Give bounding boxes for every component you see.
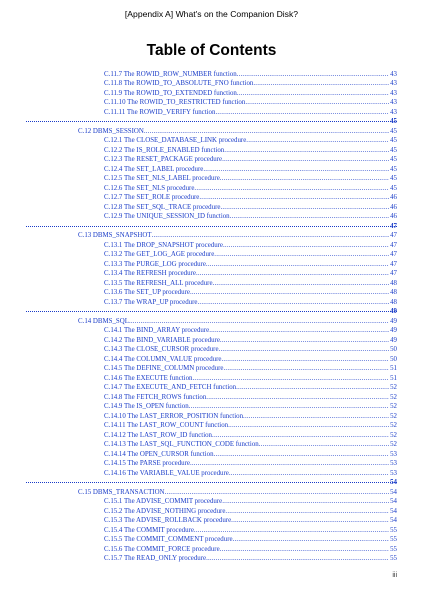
- toc-entry-page-number[interactable]: 43: [390, 99, 397, 106]
- toc-entry-page-number[interactable]: 46: [390, 194, 397, 201]
- toc-entry-page-number[interactable]: 52: [390, 441, 397, 448]
- toc-entry-link[interactable]: [104, 431, 397, 441]
- toc-separator-page-number[interactable]: 49: [390, 308, 397, 315]
- toc-entry-link[interactable]: [104, 526, 397, 536]
- toc-entry-page-number[interactable]: 49: [390, 327, 397, 334]
- toc-entry-link[interactable]: [104, 393, 397, 403]
- toc-entry-page-number[interactable]: 52: [390, 431, 397, 439]
- toc-subsection-entry[interactable]: [0, 374, 423, 384]
- toc-subsection-entry[interactable]: [0, 545, 423, 555]
- toc-entry-link[interactable]: [104, 70, 397, 80]
- toc-entry-title[interactable]: C.13.4 The REFRESH procedure: [104, 270, 196, 277]
- toc-entry-title[interactable]: C.15.1 The ADVISE_COMMIT procedure: [104, 498, 223, 505]
- toc-entry-link[interactable]: [104, 516, 397, 526]
- toc-entry-page-number[interactable]: 54: [390, 488, 397, 496]
- toc-entry-link[interactable]: [104, 203, 397, 213]
- dot-leader: [253, 79, 389, 89]
- toc-entry-page-number[interactable]: 54: [390, 517, 397, 524]
- toc-entry-page-number[interactable]: 47: [390, 241, 397, 249]
- toc-subsection-entry[interactable]: [0, 507, 423, 517]
- toc-subsection-entry[interactable]: [0, 412, 423, 422]
- toc-subsection-entry[interactable]: [0, 393, 423, 403]
- toc-entry-page-number[interactable]: 45: [390, 175, 397, 182]
- toc-entry-page-number[interactable]: 47: [390, 232, 397, 239]
- toc-entry-page-number[interactable]: 49: [390, 317, 397, 325]
- dot-leader: [220, 203, 389, 213]
- toc-subsection-entry[interactable]: [0, 146, 423, 156]
- dot-leader: [225, 507, 389, 517]
- dot-leader: [221, 355, 389, 365]
- toc-entry-link[interactable]: [104, 355, 397, 365]
- dot-leader: [144, 127, 389, 137]
- toc-entry-link[interactable]: [104, 545, 397, 555]
- dotted-rule: [26, 226, 397, 227]
- dot-leader: [229, 469, 389, 479]
- toc-entry-title[interactable]: C.14.15 The PARSE procedure: [104, 460, 190, 467]
- toc-entry-title[interactable]: C.14.8 The FETCH_ROWS function: [104, 393, 207, 401]
- toc-entry-title[interactable]: C.12.1 The CLOSE_DATABASE_LINK procedure: [104, 137, 247, 144]
- toc-subsection-entry[interactable]: [0, 79, 423, 89]
- toc-entry-title[interactable]: C.13.5 The REFRESH_ALL procedure: [104, 279, 213, 287]
- toc-subsection-entry[interactable]: [0, 155, 423, 165]
- toc-entry-title[interactable]: C.14.5 The DEFINE_COLUMN procedure: [104, 365, 224, 372]
- toc-entry-page-number[interactable]: 50: [390, 355, 397, 363]
- toc-section-separator: [0, 117, 423, 127]
- dot-leader: [246, 136, 389, 146]
- dot-leader: [192, 374, 389, 384]
- dot-leader: [222, 497, 389, 507]
- toc-section-separator: [0, 478, 423, 488]
- toc-entry-link[interactable]: [104, 298, 397, 308]
- toc-entry-link[interactable]: [78, 231, 397, 241]
- toc-entry-title[interactable]: C.14.14 The OPEN_CURSOR function: [104, 450, 214, 458]
- dot-leader: [231, 516, 389, 526]
- dot-leader: [228, 421, 389, 431]
- toc-subsection-entry[interactable]: [0, 516, 423, 526]
- dot-leader: [214, 450, 390, 460]
- dot-leader: [245, 98, 389, 108]
- dot-leader: [259, 440, 389, 450]
- toc-subsection-entry[interactable]: [0, 165, 423, 175]
- toc-entry-link[interactable]: [104, 469, 397, 479]
- toc-entry-link[interactable]: [104, 421, 397, 431]
- dot-leader: [220, 336, 389, 346]
- toc-entry-title[interactable]: C.12 DBMS_SESSION: [78, 127, 144, 135]
- toc-entry-page-number[interactable]: 55: [390, 555, 397, 562]
- toc-entry-page-number[interactable]: 52: [390, 384, 397, 391]
- toc-separator-page-number[interactable]: 45: [390, 118, 397, 125]
- toc-entry-link[interactable]: [104, 383, 397, 393]
- toc-entry-link[interactable]: [104, 174, 397, 184]
- toc-entry-link[interactable]: [104, 165, 397, 175]
- dot-leader: [215, 108, 389, 118]
- toc-entry-title[interactable]: C.12.9 The UNIQUE_SESSION_ID function: [104, 213, 230, 220]
- toc-entry-page-number[interactable]: 48: [390, 298, 397, 306]
- dot-leader: [223, 241, 389, 251]
- dot-leader: [206, 554, 389, 564]
- toc-section-separator: [0, 307, 423, 317]
- toc-entry-link[interactable]: [104, 326, 397, 336]
- toc-entry-title[interactable]: C.12.5 The SET_NLS_LABEL procedure: [104, 175, 220, 182]
- toc-separator-page-number[interactable]: 54: [390, 479, 397, 486]
- toc-entry-link[interactable]: [104, 507, 397, 517]
- toc-entry-page-number[interactable]: 43: [390, 89, 397, 97]
- toc-entry-title[interactable]: C.12.8 The SET_SQL_TRACE procedure: [104, 203, 221, 211]
- toc-entry-title[interactable]: C.13.6 The SET_UP procedure: [104, 289, 190, 296]
- dot-leader: [197, 298, 389, 308]
- toc-entry-link[interactable]: [104, 459, 397, 469]
- toc-entry-page-number[interactable]: 45: [390, 137, 397, 144]
- toc-subsection-entry[interactable]: [0, 193, 423, 203]
- toc-entry-title[interactable]: C.14.12 The LAST_ROW_ID function: [104, 431, 213, 439]
- toc-entry-page-number[interactable]: 53: [390, 450, 397, 458]
- toc-subsection-entry[interactable]: [0, 89, 423, 99]
- toc-entry-title[interactable]: C.12.7 The SET_ROLE procedure: [104, 194, 200, 201]
- toc-entry-page-number[interactable]: 52: [390, 393, 397, 401]
- toc-entry-page-number[interactable]: 43: [390, 70, 397, 78]
- toc-entry-link[interactable]: [104, 89, 397, 99]
- toc-subsection-entry[interactable]: [0, 336, 423, 346]
- toc-subsection-entry[interactable]: [0, 469, 423, 479]
- toc-entry-link[interactable]: [104, 155, 397, 165]
- toc-entry-title[interactable]: C.11.7 The ROWID_ROW_NUMBER function: [104, 70, 237, 78]
- toc-subsection-entry[interactable]: [0, 535, 423, 545]
- toc-subsection-entry[interactable]: [0, 98, 423, 108]
- toc-entry-page-number[interactable]: 46: [390, 213, 397, 220]
- toc-entry-page-number[interactable]: 55: [390, 526, 397, 534]
- toc-entry-page-number[interactable]: 54: [390, 507, 397, 515]
- toc-entry-page-number[interactable]: 52: [390, 412, 397, 420]
- dot-leader: [206, 260, 389, 270]
- toc-entry-link[interactable]: [104, 364, 397, 374]
- dot-leader: [189, 402, 389, 412]
- toc-section-entry[interactable]: [0, 488, 423, 498]
- toc-entry-title[interactable]: C.14.9 The IS_OPEN function: [104, 403, 189, 410]
- dot-leader: [243, 412, 389, 422]
- dot-leader: [222, 155, 389, 165]
- toc-entry-link[interactable]: [104, 241, 397, 251]
- toc-entry-title[interactable]: C.14.11 The LAST_ROW_COUNT function: [104, 422, 229, 429]
- toc-subsection-entry[interactable]: [0, 250, 423, 260]
- toc-entry-link[interactable]: [78, 488, 397, 498]
- toc-entry-page-number[interactable]: 46: [390, 203, 397, 211]
- toc-entry-title[interactable]: C.11.11 The ROWID_VERIFY function: [104, 108, 216, 116]
- toc-entry-page-number[interactable]: 47: [390, 260, 397, 268]
- toc-entry-page-number[interactable]: 48: [390, 279, 397, 287]
- toc-subsection-entry[interactable]: [0, 279, 423, 289]
- dotted-rule: [26, 311, 397, 312]
- toc-entry-title[interactable]: C.15.2 The ADVISE_NOTHING procedure: [104, 507, 226, 515]
- toc-subsection-entry[interactable]: [0, 526, 423, 536]
- dot-leader: [213, 279, 390, 289]
- toc-entry-title[interactable]: C.14.4 The COLUMN_VALUE procedure: [104, 355, 222, 363]
- toc-entry-page-number[interactable]: 45: [390, 146, 397, 154]
- toc-entry-page-number[interactable]: 49: [390, 336, 397, 344]
- toc-entry-page-number[interactable]: 54: [390, 498, 397, 505]
- toc-entry-link[interactable]: [78, 127, 397, 137]
- toc-subsection-entry[interactable]: [0, 298, 423, 308]
- toc-subsection-entry[interactable]: [0, 345, 423, 355]
- toc-entry-page-number[interactable]: 45: [390, 165, 397, 173]
- dotted-rule: [26, 121, 397, 122]
- toc-entry-link[interactable]: [104, 412, 397, 422]
- toc-entry-title[interactable]: C.14.2 The BIND_VARIABLE procedure: [104, 336, 220, 344]
- toc-section-entry[interactable]: [0, 231, 423, 241]
- toc-entry-title[interactable]: C.14 DBMS_SQL: [78, 317, 129, 325]
- toc-entry-link[interactable]: [104, 79, 397, 89]
- dot-leader: [196, 269, 389, 279]
- toc-subsection-entry[interactable]: [0, 212, 423, 222]
- toc-entry-link[interactable]: [104, 336, 397, 346]
- toc-subsection-entry[interactable]: [0, 184, 423, 194]
- toc-subsection-entry[interactable]: [0, 364, 423, 374]
- toc-subsection-entry[interactable]: [0, 383, 423, 393]
- toc-entry-title[interactable]: C.11.10 The ROWID_TO_RESTRICTED function: [104, 99, 246, 106]
- toc-entry-link[interactable]: [104, 212, 397, 222]
- toc-entry-page-number[interactable]: 50: [390, 346, 397, 353]
- toc-entry-link[interactable]: [104, 440, 397, 450]
- dot-leader: [233, 535, 390, 545]
- toc-entry-page-number[interactable]: 55: [390, 545, 397, 553]
- toc-entry-page-number[interactable]: 43: [390, 80, 397, 87]
- dot-leader: [212, 431, 389, 441]
- toc-entry-title[interactable]: C.15 DBMS_TRANSACTION: [78, 488, 165, 496]
- toc-entry-title[interactable]: C.12.4 The SET_LABEL procedure: [104, 165, 204, 173]
- toc-entry-title[interactable]: C.15.6 The COMMIT_FORCE procedure: [104, 545, 220, 553]
- toc-entry-title[interactable]: C.14.7 The EXECUTE_AND_FETCH function: [104, 384, 237, 391]
- dot-leader: [237, 70, 389, 80]
- toc-entry-title[interactable]: C.12.2 The IS_ROLE_ENABLED function: [104, 146, 225, 154]
- dotted-rule: [26, 482, 397, 483]
- toc-entry-title[interactable]: C.13.1 The DROP_SNAPSHOT procedure: [104, 241, 223, 249]
- page-title: Table of Contents: [146, 42, 277, 59]
- dot-leader: [129, 317, 389, 327]
- toc-subsection-entry[interactable]: [0, 497, 423, 507]
- toc-subsection-entry[interactable]: [0, 269, 423, 279]
- toc-entry-title[interactable]: C.14.13 The LAST_SQL_FUNCTION_CODE function: [104, 441, 259, 448]
- toc-entry-title[interactable]: C.15.5 The COMMIT_COMMENT procedure: [104, 536, 233, 543]
- toc-entry-link[interactable]: [104, 193, 397, 203]
- dot-leader: [220, 545, 389, 555]
- toc-entry-title[interactable]: C.14.16 The VARIABLE_VALUE procedure: [104, 469, 229, 477]
- toc-entry-link[interactable]: [104, 288, 397, 298]
- running-header: [Appendix A] What's on the Companion Disk?: [124, 9, 299, 19]
- toc-subsection-entry[interactable]: [0, 355, 423, 365]
- toc-entry-page-number[interactable]: 55: [390, 536, 397, 543]
- toc-entry-title[interactable]: C.14.1 The BIND_ARRAY procedure: [104, 327, 210, 334]
- toc-entry-page-number[interactable]: 52: [390, 403, 397, 410]
- toc-entry-link[interactable]: [104, 269, 397, 279]
- dot-leader: [190, 459, 389, 469]
- toc-entry-link[interactable]: [104, 497, 397, 507]
- toc-entry-link[interactable]: [104, 402, 397, 412]
- dot-leader: [209, 326, 389, 336]
- toc-subsection-entry[interactable]: [0, 174, 423, 184]
- dot-leader: [165, 488, 390, 498]
- toc-entry-page-number[interactable]: 48: [390, 289, 397, 296]
- toc-subsection-entry[interactable]: [0, 241, 423, 251]
- toc-entry-page-number[interactable]: 43: [390, 108, 397, 116]
- toc-subsection-entry[interactable]: [0, 440, 423, 450]
- table-of-contents: [0, 70, 423, 564]
- toc-entry-link[interactable]: [104, 260, 397, 270]
- toc-entry-page-number[interactable]: 45: [390, 127, 397, 135]
- toc-entry-link[interactable]: [104, 374, 397, 384]
- dot-leader: [206, 393, 389, 403]
- toc-subsection-entry[interactable]: [0, 108, 423, 118]
- toc-entry-title[interactable]: C.13.7 The WRAP_UP procedure: [104, 298, 198, 306]
- toc-entry-link[interactable]: [104, 554, 397, 564]
- toc-entry-link[interactable]: [104, 345, 397, 355]
- toc-subsection-entry[interactable]: [0, 70, 423, 80]
- dot-leader: [152, 231, 390, 241]
- toc-subsection-entry[interactable]: [0, 288, 423, 298]
- toc-entry-page-number[interactable]: 45: [390, 156, 397, 163]
- dot-leader: [194, 526, 389, 536]
- toc-entry-title[interactable]: C.13.3 The PURGE_LOG procedure: [104, 260, 206, 268]
- toc-subsection-entry[interactable]: [0, 431, 423, 441]
- dot-leader: [194, 184, 389, 194]
- toc-subsection-entry[interactable]: [0, 450, 423, 460]
- toc-entry-link[interactable]: [104, 535, 397, 545]
- dot-leader: [223, 364, 389, 374]
- toc-entry-title[interactable]: C.15.7 The READ_ONLY procedure: [104, 555, 207, 562]
- dot-leader: [199, 193, 389, 203]
- toc-entry-title[interactable]: C.12.6 The SET_NLS procedure: [104, 184, 195, 192]
- toc-entry-title[interactable]: C.15.3 The ADVISE_ROLLBACK procedure: [104, 517, 232, 524]
- toc-entry-link[interactable]: [104, 450, 397, 460]
- dot-leader: [219, 345, 390, 355]
- dot-leader: [230, 212, 389, 222]
- toc-subsection-entry[interactable]: [0, 554, 423, 564]
- toc-section-entry[interactable]: [0, 317, 423, 327]
- toc-entry-title[interactable]: C.13.2 The GET_LOG_AGE procedure: [104, 251, 215, 258]
- toc-entry-link[interactable]: [104, 146, 397, 156]
- toc-entry-link[interactable]: [104, 108, 397, 118]
- toc-subsection-entry[interactable]: [0, 421, 423, 431]
- toc-entry-link[interactable]: [78, 317, 397, 327]
- toc-entry-link[interactable]: [104, 136, 397, 146]
- toc-entry-title[interactable]: C.11.8 The ROWID_TO_ABSOLUTE_FNO function: [104, 80, 254, 87]
- toc-entry-page-number[interactable]: 53: [390, 469, 397, 477]
- toc-section-separator: [0, 222, 423, 232]
- dot-leader: [236, 383, 389, 393]
- page-folio: iii: [392, 572, 397, 579]
- toc-entry-link[interactable]: [104, 279, 397, 289]
- toc-separator-page-number[interactable]: 47: [390, 222, 397, 230]
- dot-leader: [214, 250, 389, 260]
- toc-entry-page-number[interactable]: 47: [390, 251, 397, 258]
- toc-entry-page-number[interactable]: 51: [390, 374, 397, 382]
- toc-entry-title[interactable]: C.12.3 The RESET_PACKAGE procedure: [104, 156, 223, 163]
- toc-subsection-entry[interactable]: [0, 459, 423, 469]
- toc-entry-page-number[interactable]: 51: [390, 365, 397, 372]
- toc-entry-title[interactable]: C.15.4 The COMMIT procedure: [104, 526, 194, 534]
- toc-entry-page-number[interactable]: 52: [390, 422, 397, 429]
- dot-leader: [220, 174, 389, 184]
- toc-subsection-entry[interactable]: [0, 203, 423, 213]
- dot-leader: [237, 89, 389, 99]
- toc-entry-title[interactable]: C.14.10 The LAST_ERROR_POSITION function: [104, 412, 244, 420]
- toc-entry-title[interactable]: C.14.6 The EXECUTE function: [104, 374, 193, 382]
- toc-entry-title[interactable]: C.14.3 The CLOSE_CURSOR procedure: [104, 346, 219, 353]
- toc-entry-page-number[interactable]: 47: [390, 270, 397, 277]
- toc-entry-link[interactable]: [104, 250, 397, 260]
- toc-subsection-entry[interactable]: [0, 326, 423, 336]
- toc-entry-page-number[interactable]: 53: [390, 460, 397, 467]
- dot-leader: [203, 165, 389, 175]
- toc-entry-title[interactable]: C.11.9 The ROWID_TO_EXTENDED function: [104, 89, 237, 97]
- toc-subsection-entry[interactable]: [0, 402, 423, 412]
- toc-subsection-entry[interactable]: [0, 136, 423, 146]
- dot-leader: [190, 288, 389, 298]
- dot-leader: [224, 146, 389, 156]
- toc-entry-link[interactable]: [104, 98, 397, 108]
- toc-subsection-entry[interactable]: [0, 260, 423, 270]
- toc-entry-page-number[interactable]: 45: [390, 184, 397, 192]
- toc-entry-title[interactable]: C.13 DBMS_SNAPSHOT: [78, 232, 152, 239]
- toc-section-entry[interactable]: [0, 127, 423, 137]
- toc-entry-link[interactable]: [104, 184, 397, 194]
